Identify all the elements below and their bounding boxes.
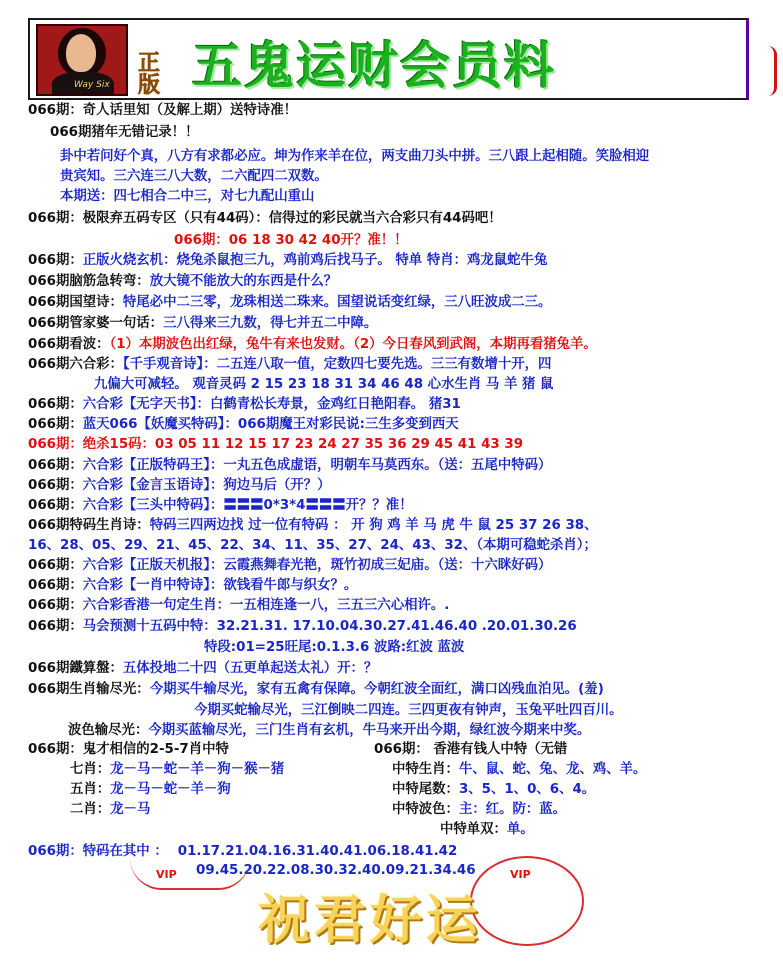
line-text: 本期送：四七相合二中三，对七九配山重山 <box>60 189 315 204</box>
line-text: 特码三四两边找 过一位有特码 ： 开 狗 鸡 羊 马 虎 牛 鼠 25 37 26 38、 <box>149 518 598 533</box>
right-row-tail: 中特尾数：3、5、1、0、6、4。 <box>392 782 596 797</box>
content-line <box>28 356 551 374</box>
line-text: 六合彩【无字天书】：白鹤青松长寿景，金鸡红日艳阳春。 猪31 <box>82 397 461 412</box>
line-text: 极限弃五码专区（只有44码）：信得过的彩民就当六合彩只有44码吧！ <box>82 211 502 226</box>
line-label: 066期生肖输尽光： <box>28 682 150 697</box>
content-line <box>50 124 198 142</box>
line-text: 06 18 30 42 40开？准！！ <box>228 233 408 248</box>
content-line <box>28 376 553 394</box>
line-label: 066期看波： <box>28 337 110 352</box>
stamp-left-text: VIP <box>156 868 177 881</box>
svg-text:正: 正 <box>138 51 161 76</box>
line-label: 066期： <box>28 458 83 473</box>
content-line <box>28 557 551 575</box>
line-text: （1）本期波色出红绿，兔牛有来也发财。（2）今日春风到武阁，本期再看猪兔羊。 <box>109 337 597 352</box>
content-line <box>28 597 449 615</box>
line-text: 马会预测十五码中特：32.21.31. 17.10.04.30.27.41.46.40 .20.01.30.26 <box>82 619 577 634</box>
line-label: 066期： <box>28 478 83 493</box>
content-line <box>28 477 330 495</box>
special-code-row2: 09.45.20.22.08.30.32.40.09.21.34.46 <box>196 863 476 878</box>
header-banner <box>28 18 749 100</box>
line-text: 今期买蛇输尽光，三江倒映二四连。三四更夜有钟声，玉兔平吐四百川。 <box>194 703 623 718</box>
line-label: 066期脑筋急转弯： <box>28 274 150 289</box>
svg-text:版: 版 <box>138 73 161 96</box>
line-text: 贵宾知。三六连三八大数，二六配四二双数。 <box>60 169 328 184</box>
content-line <box>28 681 604 699</box>
line-label: 066期： <box>174 233 229 248</box>
line-label: 066期： <box>28 598 83 613</box>
content-line <box>174 232 408 250</box>
line-label: 066期： <box>28 417 83 432</box>
content-line <box>28 294 551 312</box>
line-text: 放大镜不能放大的东西是什么？ <box>149 274 338 289</box>
good-luck-banner: 祝君好运 <box>258 890 483 951</box>
line-text: 六合彩香港一句定生肖：一五相连逢一八，三五三六心相许。. <box>82 598 450 613</box>
page-title: 五鬼运财会员料 <box>192 37 556 95</box>
stamp-left <box>130 858 250 890</box>
content-line <box>28 436 523 454</box>
photo-signature: Way Six <box>74 80 110 90</box>
content-line <box>28 660 377 678</box>
line-text: 今期买牛输尽光，家有五禽有保障。今朝红波全面红，满口凶残血泊见。(羞) <box>149 682 604 697</box>
line-text: 今期买蓝输尽光，三门生肖有玄机，牛马来开出今期，绿红波今期来中奖。 <box>148 723 591 738</box>
line-label: 066期特码生肖诗： <box>28 518 150 533</box>
line-label: 066期： <box>28 498 83 513</box>
line-text: 特段:01=25旺尾:0.1.3.6 波路:红波 蓝波 <box>204 640 465 655</box>
left-col-head: 066期：鬼才相信的2-5-7肖中特 <box>28 742 229 757</box>
line-text: 三八得来三九数，得七并五二中障。 <box>163 316 378 331</box>
content-line <box>28 517 597 535</box>
line-label: 066期： <box>28 253 83 268</box>
content-line <box>28 457 551 475</box>
line-label: 066期六合彩： <box>28 357 123 372</box>
right-col-head: 066期： 香港有钱人中特（无错 <box>374 742 568 757</box>
content-line <box>28 148 649 166</box>
line-text: 【千手观音诗】：二五连八取一值，定数四七要先选。三三有数增十开，四 <box>122 357 552 372</box>
content-line <box>28 210 502 228</box>
left-row-7: 七肖：龙－马－蛇－羊－狗－猴－猪 <box>70 762 285 777</box>
content-line <box>68 722 590 740</box>
stamp-right-text: VIP <box>510 868 531 881</box>
content-line <box>28 702 623 720</box>
content-line <box>28 188 314 206</box>
line-text: 卦中若问好个真，八方有求都必应。坤为作来羊在位，两支曲刀头中拼。三八跟上起相随。笑脸相迎 <box>60 149 650 164</box>
line-label: 066期管家婆一句话： <box>28 316 164 331</box>
line-text: 九偏大可减轻。 观音灵码 2 15 23 18 31 34 46 48 心水生肖 马 羊 猪 鼠 <box>94 377 554 392</box>
line-label: 066期国望诗： <box>28 295 123 310</box>
line-label: 066期： <box>28 437 83 452</box>
line-label: 066期： <box>28 211 83 226</box>
content-line <box>28 102 297 120</box>
content-line <box>28 639 464 657</box>
content-line <box>28 336 597 354</box>
line-label: 066期鐵算盤： <box>28 661 123 676</box>
line-label: 066期猪年无错记录！！ <box>50 125 199 140</box>
right-row-zodiac: 中特生肖：牛、鼠、蛇、兔、龙、鸡、羊。 <box>392 762 647 777</box>
line-text: 六合彩【三头中特码】：〓〓〓0*3*4〓〓〓开？？准！ <box>82 498 413 513</box>
decor-mark <box>768 46 777 96</box>
presenter-photo <box>36 24 128 96</box>
line-text: 特尾必中二三零，龙珠相送二珠来。国望说话变红绿，三八旺波成二三。 <box>122 295 552 310</box>
line-text: 五体投地二十四（五更单起送太礼）开：？ <box>122 661 378 676</box>
content-line <box>28 252 547 270</box>
content-line <box>28 315 377 333</box>
line-text: 蓝天066【妖魔买特码】：066期魔王对彩民说:三生多变到西天 <box>82 417 459 432</box>
line-text: 六合彩【正版天机报】：云霞燕舞春光艳，斑竹初成三妃庙。（送：十六眯好码） <box>82 558 552 573</box>
line-text: 六合彩【正版特码王】：一丸五色成虚语，明朝车马莫西东。（送：五尾中特码） <box>82 458 552 473</box>
special-code-line: 066期：特码在其中 ： 01.17.21.04.16.31.40.41.06.18.41.42 <box>28 844 458 859</box>
line-label: 066期： <box>28 619 83 634</box>
content-line <box>28 618 577 636</box>
line-text: 绝杀15码：03 05 11 12 15 17 23 24 27 35 36 29 45 41 43 39 <box>82 437 524 452</box>
line-label: 066期： <box>28 103 83 118</box>
right-row-oddeven: 中特单双：单。 <box>440 822 534 837</box>
left-row-5: 五肖：龙－马－蛇－羊－狗 <box>70 782 231 797</box>
line-label: 066期： <box>28 558 83 573</box>
line-text: 六合彩【金言玉语诗】：狗边马后（开？） <box>82 478 331 493</box>
line-text: 奇人话里知（及解上期）送特诗准！ <box>82 103 297 118</box>
zhengban-logo <box>134 40 190 96</box>
line-text: 正版火烧玄机：烧兔杀鼠抱三九，鸡前鸡后找马子。 特单 特肖：鸡龙鼠蛇牛兔 <box>82 253 548 268</box>
content-line <box>28 497 413 515</box>
line-label: 波色输尽光： <box>68 723 149 738</box>
line-text: 16、28、05、29、21、45、22、34、11、35、27、24、43、32、（本期可稳蛇杀肖）； <box>28 538 597 553</box>
left-row-2: 二肖：龙－马 <box>70 802 151 817</box>
content-line <box>28 168 328 186</box>
content-line <box>28 577 357 595</box>
content-line <box>28 273 337 291</box>
content-line <box>28 416 459 434</box>
content-line <box>28 537 597 555</box>
line-text: 六合彩【一肖中特诗】：欲钱看牛郎与织女？。 <box>82 578 358 593</box>
content-line <box>28 396 461 414</box>
right-row-wave: 中特波色：主：红。防：蓝。 <box>392 802 567 817</box>
line-label: 066期： <box>28 397 83 412</box>
line-label: 066期： <box>28 578 83 593</box>
